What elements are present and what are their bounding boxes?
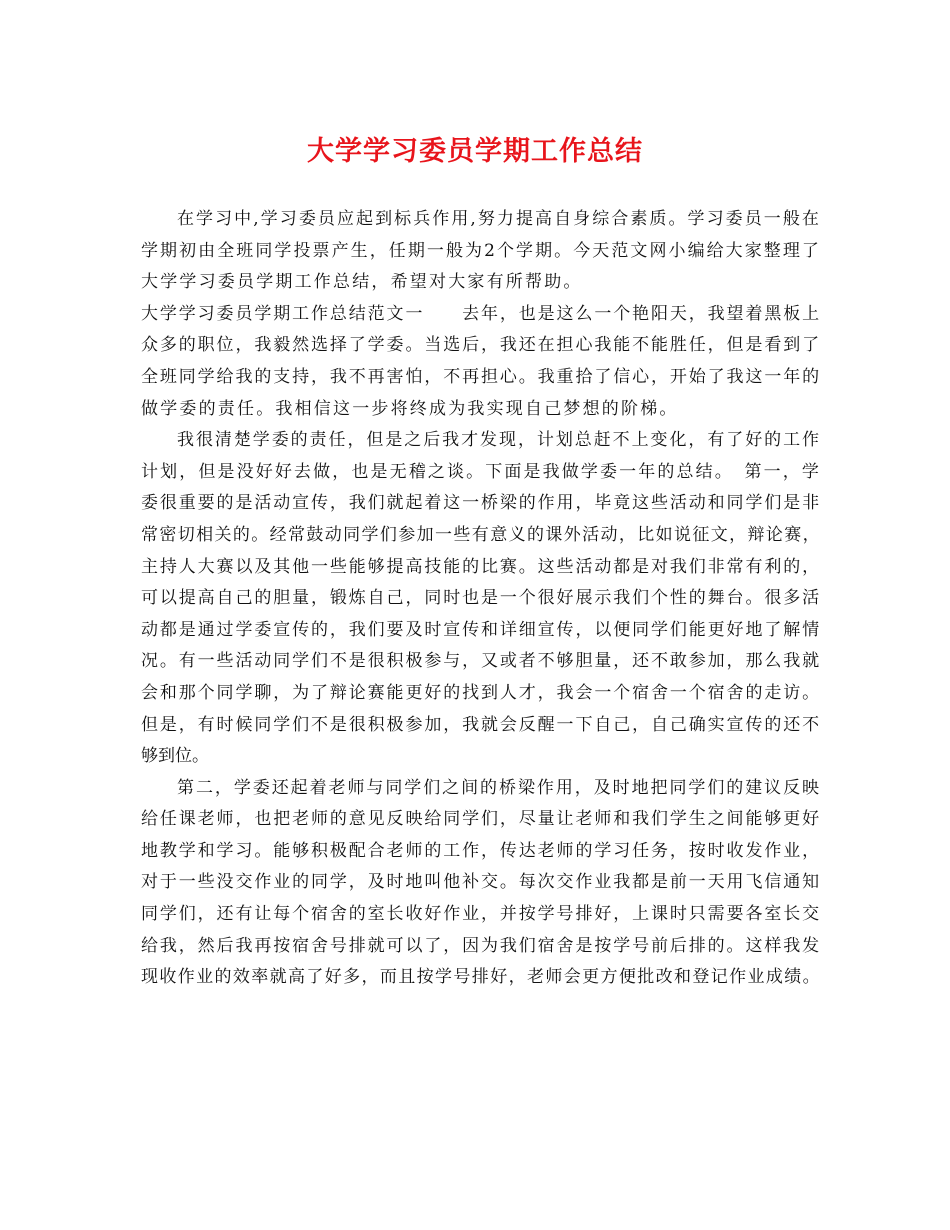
text-line: 大学学习委员学期工作总结，希望对大家有所帮助。 [141, 272, 583, 293]
text-line: 给我，然后我再按宿舍号排就可以了，因为我们宿舍是按学号前后排的。这样我发 [141, 935, 821, 956]
text-line: 对于一些没交作业的同学，及时地叫他补交。每次交作业我都是前一天用飞信通知 [141, 872, 821, 893]
text-line: 主持人大赛以及其他一些能够提高技能的比赛。这些活动都是对我们非常有利的， [141, 556, 821, 577]
text-line: 常密切相关的。经常鼓动同学们参加一些有意义的课外活动，比如说征文，辩论赛， [141, 524, 821, 545]
text-line: 做学委的责任。我相信这一步将终成为我实现自己梦想的阶梯。 [141, 398, 679, 419]
text-line: 可以提高自己的胆量，锻炼自己，同时也是一个很好展示我们个性的舞台。很多活 [141, 588, 821, 609]
text-line: 全班同学给我的支持，我不再害怕，不再担心。我重拾了信心，开始了我这一年的 [141, 366, 821, 387]
text-line: 况。有一些活动同学们不是很积极参与，又或者不够胆量，还不敢参加，那么我就 [141, 651, 821, 672]
text-line: 动都是通过学委宣传的，我们要及时宣传和详细宣传，以便同学们能更好地了解情 [141, 619, 821, 640]
text-line: 但是，有时候同学们不是很积极参加，我就会反醒一下自己，自己确实宣传的还不 [141, 714, 821, 735]
document-body [141, 204, 821, 994]
text-line: 同学们，还有让每个宿舍的室长收好作业，并按学号排好，上课时只需要各室长交 [141, 904, 821, 925]
text-line: 我很清楚学委的责任，但是之后我才发现，计划总赶不上变化，有了好的工作 [177, 430, 821, 451]
document-title: 大学学习委员学期工作总结 [307, 136, 643, 167]
text-line: 第二，学委还起着老师与同学们之间的桥梁作用，及时地把同学们的建议反映 [177, 777, 821, 798]
text-line: 够到位。 [141, 746, 209, 767]
text-line: 在学习中,学习委员应起到标兵作用,努力提高自身综合素质。学习委员一般在 [177, 209, 821, 229]
text-line: 委很重要的是活动宣传，我们就起着这一桥梁的作用，毕竟这些活动和同学们是非 [141, 493, 821, 514]
text-line: 计划，但是没好好去做，也是无稽之谈。下面是我做学委一年的总结。 第一，学 [141, 461, 821, 482]
text-line: 给任课老师，也把老师的意见反映给同学们，尽量让老师和我们学生之间能够更好 [141, 809, 821, 830]
text-line: 众多的职位，我毅然选择了学委。当选后，我还在担心我能不能胜任，但是看到了 [141, 335, 821, 356]
text-line: 地教学和学习。能够积极配合老师的工作，传达老师的学习任务，按时收发作业， [141, 840, 821, 861]
text-line: 学期初由全班同学投票产生，任期一般为2个学期。今天范文网小编给大家整理了 [141, 240, 821, 261]
text-line: 会和那个同学聊，为了辩论赛能更好的找到人才，我会一个宿舍一个宿舍的走访。 [141, 682, 821, 703]
text-line: 大学学习委员学期工作总结范文一 去年，也是这么一个艳阳天，我望着黑板上 [141, 303, 821, 324]
text-line: 现收作业的效率就高了好多，而且按学号排好，老师会更方便批改和登记作业成绩。 [141, 967, 821, 988]
